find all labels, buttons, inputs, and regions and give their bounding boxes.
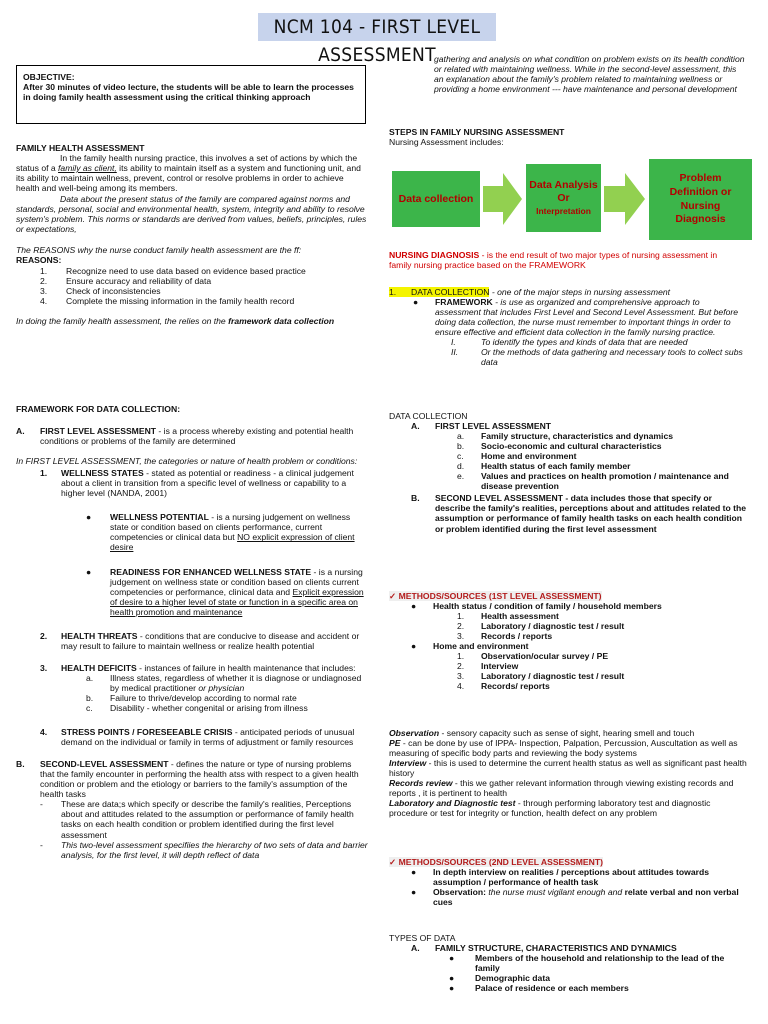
steps-section [389, 127, 749, 147]
framework-heading: FRAMEWORK FOR DATA COLLECTION: [16, 404, 181, 414]
fha-paragraph-1: In the family health nursing practice, this involves a set of actions by which the status of a family as client, its ability to maintain itself as a system and functioning unit, and its ability to maintain wellness, prevent, control or resolve problems in order to achieve health and well-being among its members. [16, 153, 361, 194]
definition-item: Records review - this we gather relevant information through viewing existing records and reports , it is pertinent to health [389, 778, 734, 799]
framework-section [16, 404, 368, 860]
reason-item: 3. Check of inconsistencies [40, 285, 161, 296]
categories-intro: In FIRST LEVEL ASSESSMENT, the categories or nature of health problem or conditions: [16, 456, 358, 467]
relies-text: In doing the family health assessment, the relies on the framework data collection [16, 315, 335, 326]
definition-item: Observation - sensory capacity such as sense of sight, hearing smell and touch [389, 728, 695, 738]
objective-text: After 30 minutes of video lecture, the students will be able to learn the processes in doing family health assessment using the critical thinking approach [23, 82, 354, 103]
method-item: 3. Laboratory / diagnostic test / result [457, 671, 625, 682]
definition-item: PE - can be done by use of IPPA- Inspection, Palpation, Percussion, Auscultation as well as measuring of specific body parts and reviewing the body systems [389, 738, 738, 759]
type-item: ● Palace of residence or each members [449, 983, 629, 994]
roman-item: II. Or the methods of data gathering and necessary tools to collect subs data [451, 347, 743, 368]
reason-item: 1. Recognize need to use data based on evidence based practice [40, 265, 306, 276]
second-level-dash-1: - These are data;s which specify or describe the family's realities, Perceptions about and attitudes related to the assumption or performance of family health tasks on each health condition or problem identified during the first level assessment [40, 799, 354, 840]
objective-heading: OBJECTIVE: [23, 72, 75, 82]
definition-item: Interview - this is used to determine the current health status as well as significant past health history [389, 758, 747, 779]
flow-box-data-collection: Data collection [392, 171, 480, 227]
types-heading: TYPES OF DATA [389, 933, 456, 943]
reasons-heading: REASONS: [16, 255, 62, 266]
family-health-assessment-section [16, 143, 368, 326]
dc2-heading: DATA COLLECTION [389, 411, 468, 421]
first-level-data-item: c. Home and environment [457, 451, 577, 462]
method-item: 1. Observation/ocular survey / PE [457, 651, 609, 662]
second-level-item: B. SECOND-LEVEL ASSESSMENT - defines the nature or type of nursing problems that the family encounter in performing the health atss with respect to a given health condition or problem and the etiology or barriers to the family's assumption of the health tasks [16, 759, 359, 800]
health-deficits-item: 3. HEALTH DEFICITS - instances of failure in health maintenance that includes: [40, 662, 356, 673]
methods-1-heading: ✓ METHODS/SOURCES (1ST LEVEL ASSESSMENT) [389, 591, 602, 601]
first-level-data-list [457, 431, 747, 491]
steps-heading: STEPS IN FAMILY NURSING ASSESSMENT [389, 127, 565, 137]
health-threats-item: 2. HEALTH THREATS - conditions that are conducive to disease and accident or may result to failure to maintain wellness or realize health potential [40, 630, 360, 651]
type-item: ● Members of the household and relationship to the lead of the family [449, 953, 725, 974]
method-item: 4. Records/ reports [457, 681, 550, 692]
wellness-states-item: 1. WELLNESS STATES - stated as potential or readiness - a clinical judgement about a client in transition from a specific level of wellness or capability to a higher level (NANDA, 2001) [40, 468, 354, 499]
method-item: 2. Laboratory / diagnostic test / result [457, 621, 625, 632]
types-list [449, 953, 747, 993]
page-title: NCM 104 - FIRST LEVEL ASSESSMENT [258, 13, 496, 41]
data-collection-levels: DATA COLLECTION A. FIRST LEVEL ASSESSMENT a. Family structure, characteristics and dynamics b. Socio-economic and cultural characteristics c. Home and environment d. Health status of each family member e. Values and practices on health promotion / maintenance and disease prevention B. SECOND LEVEL ASSESSMENT - data includes those that specify or describe the family's realities, perceptions about and attitudes related to the assumption or performance of family health tasks on each health condition or problem identified during the first level assessment [389, 411, 747, 534]
flow-arrow-1 [483, 169, 523, 229]
methods-1st-level: ✓ METHODS/SOURCES (1ST LEVEL ASSESSMENT) ● Health status / condition of family / household members 1. Health assessment 2. Laboratory / diagnostic test / result 3. Records / reports ● Home and environment 1. Observation/ocular survey / PE 2. Interview 3. Laboratory / diagnostic test / result 4. Records/ reports [389, 591, 747, 691]
types-of-data: TYPES OF DATA A. FAMILY STRUCTURE, CHARACTERISTICS AND DYNAMICS ● Members of the household and relationship to the lead of the family ● Demographic data ● Palace of residence or each members [389, 933, 747, 993]
reasons-intro: The REASONS why the nurse conduct family health assessment are the ff: [16, 245, 302, 256]
deficit-item: c. Disability - whether congenital or arising from illness [86, 703, 308, 714]
methods-2nd-level: ✓ METHODS/SOURCES (2ND LEVEL ASSESSMENT) ● In depth interview on realities / perceptions about attitudes towards assumption / performance of health task ● Observation: the nurse must vigilant enough and relate verbal and non verbal cues [389, 857, 739, 908]
steps-sub: Nursing Assessment includes: [389, 137, 504, 148]
roman-item: I. To identify the types and kinds of data that are needed [451, 337, 688, 348]
methods-2-heading: ✓ METHODS/SOURCES (2ND LEVEL ASSESSMENT) [389, 857, 603, 867]
deficit-item: a. Illness states, regardless of whether it is diagnose or undiagnosed by medical practitioner or physician [86, 672, 362, 693]
stress-points-item: 4. STRESS POINTS / FORESEEABLE CRISIS - anticipated periods of unusual demand on the individual or family in terms of adjustment or family resources [40, 727, 355, 748]
reasons-list [40, 266, 368, 306]
nursing-diagnosis-text: NURSING DIAGNOSIS - is the end result of two major types of nursing assessment in family nursing practice based on the FRAMEWORK [389, 250, 718, 271]
reason-item: 4. Complete the missing information in the family health record [40, 295, 295, 306]
wellness-potential-item: ● WELLNESS POTENTIAL - is a nursing judgement on wellness state or condition based on clients performance, current competencies or clinical data but NO explicit expression of client desire [86, 512, 355, 553]
second-level-dash-2: - This two-level assessment specifiies the hierarchy of two sets of data and barrier analysis, for the first level, it will depth reflect of data [40, 839, 368, 860]
first-level-data-item: a. Family structure, characteristics and dynamics [457, 431, 674, 442]
first-level-data-item: d. Health status of each family member [457, 461, 631, 472]
definition-item: Laboratory and Diagnostic test - through performing laboratory test and diagnostic procedure or test for integrity or function, health defect on any problem [389, 798, 711, 819]
method-item: 3. Records / reports [457, 631, 553, 642]
fha-paragraph-2: Data about the present status of the family are compared against norms and standards, personal, social and environmental health, system, integrity and ability to resolve system's problem. This norms or standards are derived from values, beliefs, principles, rules or expectations, [16, 194, 367, 235]
home-environment-methods [457, 651, 747, 691]
method-item: 2. Interview [457, 661, 519, 672]
roman-list [451, 337, 747, 367]
first-level-data-item: e. Values and practices on health promotion / maintenance and disease prevention [457, 471, 729, 492]
type-item: ● Demographic data [449, 973, 550, 984]
deficit-item: b. Failure to thrive/develop according to normal rate [86, 692, 297, 703]
health-deficits-list [86, 673, 368, 713]
data-collection-step: 1. DATA COLLECTION - one of the major steps in nursing assessment ● FRAMEWORK - is use as organized and comprehensive approach to assessment that includes First Level and Second Level Assessment. But before doing data collection, the nurse must remember to important things in order to ensure effective and efficient data collection in the family nursing practice. I. To identify the types and kinds of data that are needed II. Or the methods of data gathering and necessary tools to collect subs data [389, 287, 747, 367]
continued-text: gathering and analysis on what condition on problem exists on its health condition or related with maintaining wellness. While in the second-level assessment, this an explanation about the family's problem related to maintaining wellness or providing a home environment --- have maintenance and personal development [434, 54, 745, 95]
framework-bullet: ● FRAMEWORK - is use as organized and comprehensive approach to assessment that includes First Level and Second Level Assessment. But before doing data collection, the nurse must remember to important things in order to ensure effective and efficient data collection in the family nursing practice. [413, 297, 739, 338]
readiness-item: ● READINESS FOR ENHANCED WELLNESS STATE - is a nursing judgement on wellness state or condition based on clients current competencies or performance, clinical data and Explicit expression of desire to a higher level of state or function in a specific area on health promotion and maintenance [86, 566, 364, 617]
method-definitions [389, 728, 747, 818]
flow-box-problem-definition: Problem Definition or Nursing Diagnosis [649, 159, 752, 240]
objective-box [16, 65, 366, 124]
first-level-data-item: b. Socio-economic and cultural characteristics [457, 441, 662, 452]
first-level-item: A. FIRST LEVEL ASSESSMENT - is a process whereby existing and potential health conditions or problems of the family are determined [16, 426, 354, 447]
reason-item: 2. Ensure accuracy and reliability of data [40, 275, 212, 286]
health-status-methods [457, 611, 747, 641]
fha-heading: FAMILY HEALTH ASSESSMENT [16, 143, 145, 153]
flow-arrow-2 [604, 169, 646, 229]
method-item: 1. Health assessment [457, 611, 559, 622]
flow-box-data-analysis: Data Analysis Or Interpretation [526, 164, 601, 232]
assessment-flow-diagram [389, 159, 753, 240]
